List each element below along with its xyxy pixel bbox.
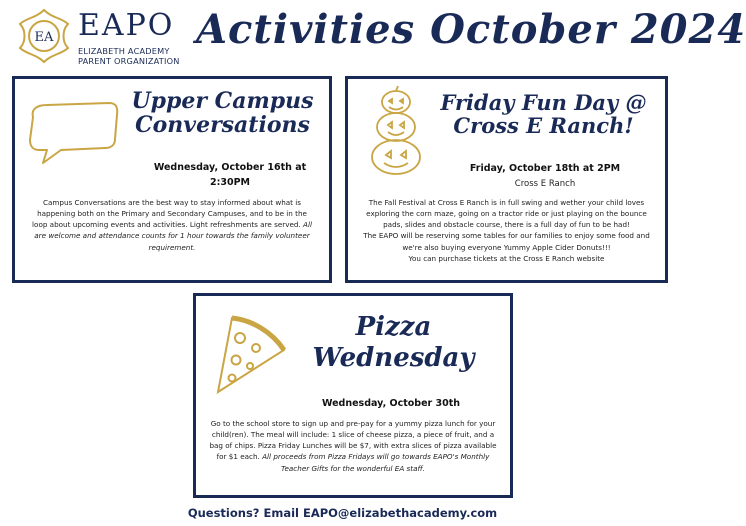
event-date: Friday, October 18th at 2PM	[469, 163, 621, 174]
card-title-line-1: Friday Fun Day @	[440, 90, 647, 115]
event-description-text: Campus Conversations are the best way to stay informed about what is happening both on the Primary and Secondary Campuses, and to be in the loop about upcoming events and activities. Light refreshments are served.	[32, 198, 307, 230]
event-card-upper-campus	[12, 76, 332, 283]
pumpkin-stack-icon	[368, 85, 424, 177]
logo-emblem-icon	[14, 6, 74, 66]
logo-line-1: ELIZABETH ACADEMY	[78, 46, 170, 56]
logo-line-2: PARENT ORGANIZATION	[78, 56, 180, 66]
event-location: Cross E Ranch	[514, 179, 576, 189]
event-description-p3: You can purchase tickets at the Cross E Ranch website	[408, 253, 605, 263]
eapo-logo	[14, 6, 184, 66]
event-description-p1: The Fall Festival at Cross E Ranch is in full swing and wether your child loves exploring the corn maze, going on a tractor ride or just playing on the bounce pads, slides and obstacle course, there is a full day of fun to be had!	[366, 198, 647, 230]
contact-footer: Questions? Email EAPO@elizabethacademy.com	[187, 506, 498, 520]
card-title	[120, 89, 325, 137]
event-date-line-2: 2:30PM	[209, 176, 251, 188]
speech-bubble-icon	[21, 95, 121, 170]
card-title-line-1: Pizza	[355, 312, 432, 342]
event-description-note: All are welcome and attendance counts for 1 hour towards the family volunteer requirement.	[34, 220, 312, 252]
event-description-p2: The EAPO will be reserving some tables for our families to enjoy some food and we're also buying everyone Yummy Apple Cider Donuts!!!	[363, 231, 650, 252]
page-title: Activities October 2024	[196, 6, 746, 53]
svg-text:EA: EA	[34, 30, 54, 45]
logo-wordmark: EAPO	[78, 8, 175, 43]
event-card-friday-fun-day	[345, 76, 668, 283]
pizza-slice-icon	[210, 312, 290, 398]
event-date: Wednesday, October 30th	[321, 398, 461, 409]
event-description	[358, 197, 655, 264]
card-title-line-2: Cross E Ranch!	[453, 113, 634, 139]
event-description	[29, 197, 315, 253]
event-date	[150, 161, 310, 190]
event-card-pizza-wednesday	[193, 293, 513, 498]
card-title-line-2: Conversations	[135, 112, 310, 139]
event-description-text: Go to the school store to sign up and pre-pay for a yummy pizza lunch for your child(ren). The meal will include: 1 slice of cheese pizza, a piece of fruit, and a bag of chips. Pizza Friday Lunches will be $7, with extra slices of pizza available for $1 each.	[209, 419, 497, 462]
card-title-line-1: Upper Campus	[131, 88, 314, 114]
card-title-line-2: Wednesday	[312, 343, 475, 374]
card-title	[426, 91, 661, 137]
event-description	[206, 418, 500, 474]
card-title	[291, 312, 496, 374]
event-description-note: All proceeds from Pizza Fridays will go towards EAPO's Monthly Teacher Gifts for the wonderful EA staff.	[262, 452, 490, 473]
event-date-line-1: Wednesday, October 16th at	[153, 162, 307, 173]
